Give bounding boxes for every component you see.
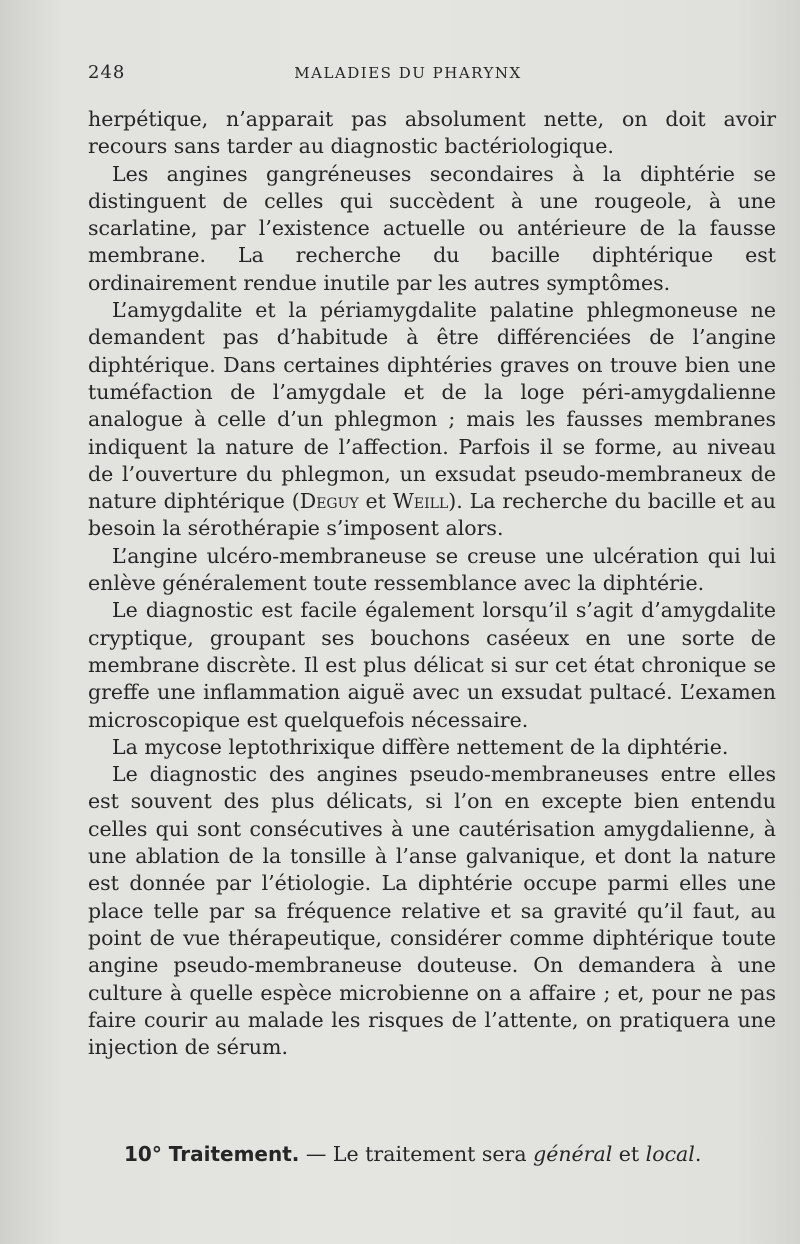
section-text: et [612,1142,646,1166]
paragraph: L’angine ulcéro-membraneuse se creuse une ulcération qui lui enlève généralement toute ressemblance avec la diphtérie. [88,543,776,596]
body-text [88,106,776,1061]
author-name: Weill [392,489,449,514]
paragraph [88,297,776,543]
section-text: . [694,1142,702,1166]
paragraph-text: ). La recherche du bacille et au besoin la sérothérapie s’imposent alors. [88,489,776,541]
paragraph: Le diagnostic des angines pseudo-membraneuses entre elles est souvent des plus délicats, si l’on en excepte bien entendu celles qui sont consécutives à une cautérisation amygdalienne, à une ablation de la tonsille à l’anse galvanique, et dont la nature est donnée par l’étiologie. La diphtérie occupe parmi elles une place telle par sa fréquence relative et sa gravité qu’il faut, au point de vue thérapeutique, considérer comme diphtérique toute angine pseudo-membraneuse douteuse. On demandera à une culture à quelle espèce microbienne on a affaire ; et, pour ne pas faire courir au malade les risques de l’attente, on pratiquera une injection de sérum. [88,762,776,1060]
author-name: Deguy [299,489,359,514]
section-heading-line [88,1140,776,1168]
section-text: — Le traitement sera [299,1142,534,1166]
paragraph-text: L’amygdalite et la périamygdalite palatine phlegmoneuse ne demandent pas d’habitude à être différenciées de l’angine diphtérique. Dans certaines diphtéries graves on trouve bien une tuméfaction de l’amygdale et de la loge péri-amygdalienne analogue à celle d’un phlegmon ; mais les fausses membranes indiquent la nature de l’affection. Parfois il se forme, au niveau de l’ouverture du phlegmon, un exsudat pseudo-membraneux de nature diphtérique ( [88,298,776,514]
emphasis: général [533,1142,613,1166]
paragraph-text: et [358,489,393,514]
paragraph: Le diagnostic est facile également lorsqu’il s’agit d’amygdalite cryptique, groupant ses bouchons caséeux en une sorte de membrane discrète. Il est plus délicat si sur cet état chronique se greffe une inflammation aiguë avec un exsudat pultacé. L’examen microscopique est quelquefois nécessaire. [88,598,776,732]
page-header [88,62,768,88]
emphasis: local [645,1142,695,1166]
paragraph: Les angines gangréneuses secondaires à la diphtérie se distinguent de celles qui succèdent à une rougeole, à une scarlatine, par l’existence actuelle ou antérieure de la fausse membrane. La recherche du bacille diphtérique est ordinairement rendue inutile par les autres symptômes. [88,161,776,295]
section-heading: 10° Traitement. [124,1142,300,1166]
page-number: 248 [88,62,126,83]
running-title: MALADIES DU PHARYNX [294,64,522,82]
paragraph: La mycose leptothrixique diffère nettement de la diphtérie. [112,734,729,759]
paragraph: herpétique, n’apparait pas absolument nette, on doit avoir recours sans tarder au diagnostic bactériologique. [88,107,776,159]
